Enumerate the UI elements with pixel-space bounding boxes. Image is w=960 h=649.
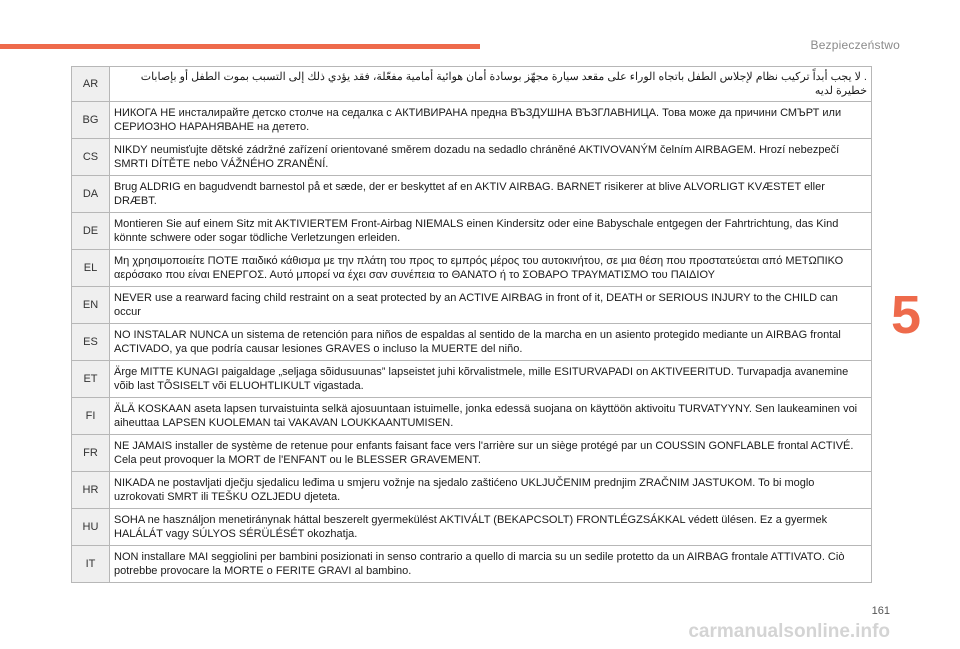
section-title: Bezpieczeństwo: [810, 38, 900, 52]
language-code: EN: [72, 287, 110, 324]
warning-row: [72, 176, 872, 213]
language-code: HR: [72, 472, 110, 509]
language-code: FR: [72, 435, 110, 472]
warning-row: [72, 361, 872, 398]
warning-row: [72, 435, 872, 472]
airbag-warning-table: [71, 66, 872, 583]
warning-text: NEVER use a rearward facing child restraint on a seat protected by an ACTIVE AIRBAG in front of it, DEATH or SERIOUS INJURY to the CHILD can occur: [110, 287, 872, 324]
warning-row: [72, 546, 872, 583]
page-number: 161: [871, 605, 890, 617]
language-code: DA: [72, 176, 110, 213]
language-code: HU: [72, 509, 110, 546]
top-accent-bar: [0, 44, 480, 49]
warning-text: ÄLÄ KOSKAAN aseta lapsen turvaistuinta selkä ajosuuntaan istuimelle, jonka edessä suojana on käyttöön aktivoitu TURVATYYNY. Sen laukeaminen voi aiheuttaa LAPSEN KUOLEMAN tai VAKAVAN LOUKKAANTUMISEN.: [110, 398, 872, 435]
warning-row: [72, 324, 872, 361]
language-code: BG: [72, 102, 110, 139]
watermark: carmanualsonline.info: [688, 621, 890, 642]
warning-row: [72, 67, 872, 102]
language-code: ES: [72, 324, 110, 361]
warning-row: [72, 139, 872, 176]
warning-text: Brug ALDRIG en bagudvendt barnestol på et sæde, der er beskyttet af en AKTIV AIRBAG. BARNET risikerer at blive ALVORLIGT KVÆSTET eller DRÆBT.: [110, 176, 872, 213]
chapter-number: 5: [891, 285, 922, 345]
warning-text: НИКОГА НЕ инсталирайте детско столче на седалка с АКТИВИРАНА предна ВЪЗДУШНА ВЪЗГЛАВНИЦА. Това може да причини СМЪРТ или СЕРИОЗНО НАРАНЯВАНЕ на детето.: [110, 102, 872, 139]
warning-text: NE JAMAIS installer de système de retenue pour enfants faisant face vers l'arrière sur un siège protégé par un COUSSIN GONFLABLE frontal ACTIVÉ. Cela peut provoquer la MORT de l'ENFANT ou le BLESSER GRAVEMENT.: [110, 435, 872, 472]
warning-row: [72, 213, 872, 250]
warning-row: [72, 102, 872, 139]
warning-text: Montieren Sie auf einem Sitz mit AKTIVIERTEM Front-Airbag NIEMALS einen Kindersitz oder eine Babyschale entgegen der Fahrtrichtung, das Kind könnte schwere oder sogar tödliche Verletzungen erleiden.: [110, 213, 872, 250]
language-code: CS: [72, 139, 110, 176]
language-code: IT: [72, 546, 110, 583]
language-code: FI: [72, 398, 110, 435]
warning-row: [72, 287, 872, 324]
warning-text: SOHA ne használjon menetiránynak háttal beszerelt gyermekülést AKTIVÁLT (BEKAPCSOLT) FRONTLÉGZSÁKKAL védett ülésen. Ez a gyermek HALÁLÁT vagy SÚLYOS SÉRÜLÉSÉT okozhatja.: [110, 509, 872, 546]
warning-text: NIKDY neumisťujte dětské zádržné zařízení orientované směrem dozadu na sedadlo chráněné AKTIVOVANÝM čelním AIRBAGEM. Hrozí nebezpečí SMRTI DÍTĚTE nebo VÁŽNÉHO ZRANĚNÍ.: [110, 139, 872, 176]
warning-text: Ärge MITTE KUNAGI paigaldage „seljaga sõidusuunas” lapseistet juhi kõrvalistmele, mille ESITURVAPADI on AKTIVEERITUD. Turvapadja avanemine võib last TÕSISELT või ELUOHTLIKULT vigastada.: [110, 361, 872, 398]
language-code: AR: [72, 67, 110, 102]
warning-text: Μη χρησιμοποιείτε ΠΟΤΕ παιδικό κάθισμα με την πλάτη του προς το εμπρός μέρος του αυτοκινήτου, σε μια θέση που προστατεύεται από ΜΕΤΩΠΙΚΟ αερόσακο που είναι ΕΝΕΡΓΟΣ. Αυτό μπορεί να έχει σαν συνέπεια το ΘΑΝΑΤΟ ή το ΣΟΒΑΡΟ ΤΡΑΥΜΑΤΙΣΜΟ του ΠΑΙΔΙΟΥ: [110, 250, 872, 287]
warning-row: [72, 398, 872, 435]
language-code: EL: [72, 250, 110, 287]
warning-text: NON installare MAI seggiolini per bambini posizionati in senso contrario a quello di marcia su un sedile protetto da un AIRBAG frontale ATTIVATO. Ciò potrebbe provocare la MORTE o FERITE GRAVI al bambino.: [110, 546, 872, 583]
warning-text: NO INSTALAR NUNCA un sistema de retención para niños de espaldas al sentido de la marcha en un asiento protegido mediante un AIRBAG frontal ACTIVADO, ya que podría causar lesiones GRAVES o incluso la MUERTE del niño.: [110, 324, 872, 361]
warning-text: . لا يجب أبداً تركيب نظام لإجلاس الطفل باتجاه الوراء على مقعد سيارة مجهّز بوسادة أمان هوائية أمامية مفعّلة، فقد يؤدي ذلك إلى التسبب بموت الطفل أو بإصابات خطيرة لديه: [110, 67, 872, 102]
language-code: DE: [72, 213, 110, 250]
warning-row: [72, 250, 872, 287]
language-code: ET: [72, 361, 110, 398]
warning-row: [72, 509, 872, 546]
warning-text: NIKADA ne postavljati dječju sjedalicu leđima u smjeru vožnje na sjedalo zaštićeno UKLJUČENIM prednjim ZRAČNIM JASTUKOM. To bi moglo uzrokovati SMRT ili TEŠKU OZLJEDU djeteta.: [110, 472, 872, 509]
warning-row: [72, 472, 872, 509]
